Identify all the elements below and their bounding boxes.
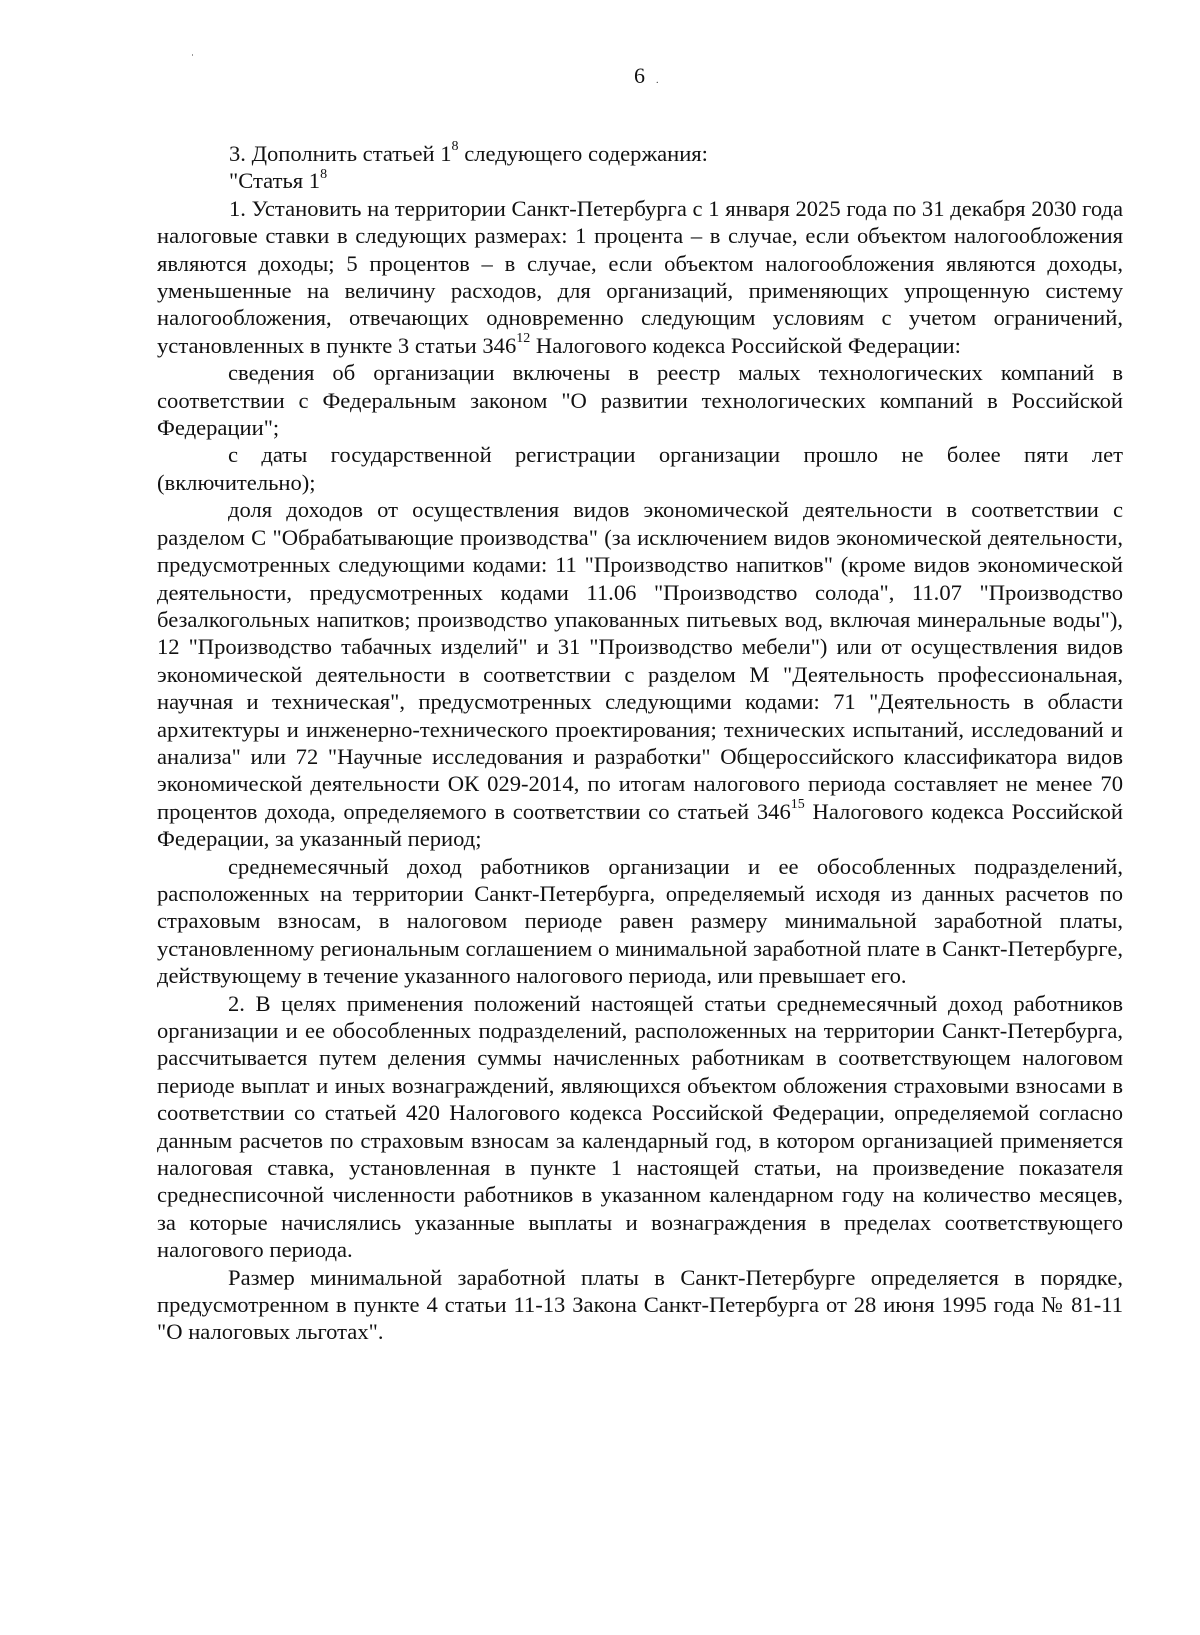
article-heading-superscript: 8 xyxy=(320,166,328,182)
scan-speck xyxy=(192,54,193,56)
condition-average-income: среднемесячный доход работников организации и ее обособленных подразделений, расположенных на территории Санкт-Петербурга, определяемый исходя из данных расчетов по страховым взносам, в налоговом периоде равен размеру минимальной заработной платы, установленному региональным соглашением о минимальной заработной плате в Санкт-Петербурге, действующему в течение указанного налогового периода, или превышает его. xyxy=(157,853,1123,989)
amendment-intro-text: 3. Дополнить статьей 1 xyxy=(229,141,452,166)
document-body xyxy=(157,140,1123,1346)
clause-1-text-end: Налогового кодекса Российской Федерации: xyxy=(530,332,961,358)
amendment-intro xyxy=(157,140,1123,167)
condition-income-share-superscript: 15 xyxy=(790,797,805,813)
article-heading-text: "Статья 1 xyxy=(229,168,321,194)
condition-registry: сведения об организации включены в реестр малых технологических компаний в соответствии с Федеральным законом "О развитии технологических компаний в Российской Федерации"; xyxy=(157,360,1123,441)
condition-registration-age: с даты государственной регистрации организации прошло не более пяти лет (включительно); xyxy=(157,442,1123,495)
clause-1-text: 1. Установить на территории Санкт-Петербурга с 1 января 2025 года по 31 декабря 2030 года налоговые ставки в следующих размерах: 1 процента – в случае, если объектом налогообложения являются доходы; 5 процентов – в случае, если объектом налогообложения являются доходы, уменьшенные на величину расходов, для организаций, применяющих упрощенную систему налогообложения, отвечающих одновременно следующим условиям с учетом ограничений, установленных в пункте 3 статьи 346 xyxy=(157,195,1123,358)
clause-1-superscript: 12 xyxy=(516,331,531,347)
minimum-wage-paragraph: Размер минимальной заработной платы в Санкт-Петербурге определяется в порядке, предусмотренном в пункте 4 статьи 11-13 Закона Санкт-Петербурга от 28 июня 1995 года № 81-11 "О налоговых льготах". xyxy=(157,1264,1123,1345)
page-number: 6 xyxy=(634,63,645,88)
clause-1 xyxy=(157,195,1123,359)
clause-2: 2. В целях применения положений настоящей статьи среднемесячный доход работников организации и ее обособленных подразделений, расположенных на территории Санкт-Петербурга, рассчитывается путем деления суммы начисленных работникам в соответствующем налоговом периоде выплат и иных вознаграждений, являющихся объектом обложения страховыми взносами в соответствии со статьей 420 Налогового кодекса Российской Федерации, определяемой согласно данным расчетов по страховым взносам за календарный год, в котором организацией применяется налоговая ставка, установленная в пункте 1 настоящей статьи, на произведение показателя среднесписочной численности работников в указанном календарном году на количество месяцев, за которые начислялись указанные выплаты и вознаграждения в пределах соответствующего налогового периода. xyxy=(157,990,1123,1263)
condition-income-share-text-end: Налогового кодекса Российской Федерации, за указанный период; xyxy=(157,798,1124,852)
condition-income-share xyxy=(157,496,1123,852)
amendment-intro-suffix: следующего содержания: xyxy=(458,141,708,166)
amendment-intro-superscript: 8 xyxy=(451,139,459,155)
page-number-dot: . xyxy=(656,75,659,86)
article-heading xyxy=(157,167,1123,194)
condition-income-share-text: доля доходов от осуществления видов экономической деятельности в соответствии с разделом С "Обрабатывающие производства" (за исключением видов экономической деятельности, предусмотренных следующими кодами: 11 "Производство напитков" (кроме видов экономической деятельности, предусмотренных кодами 11.06 "Производство солода", 11.07 "Производство безалкогольных напитков; производство упакованных питьевых вод, включая минеральные воды"), 12 "Производство табачных изделий" и 31 "Производство мебели") или от осуществления видов экономической деятельности в соответствии с разделом М "Деятельность профессиональная, научная и техническая", предусмотренных следующими кодами: 71 "Деятельность в области архитектуры и инженерно-технического проектирования; технических испытаний, исследований и анализа" или 72 "Научные исследования и разработки" Общероссийского классификатора видов экономической деятельности ОК 029-2014, по итогам налогового периода составляет не менее 70 процентов дохода, определяемого в соответствии со статьей 346 xyxy=(157,497,1123,824)
